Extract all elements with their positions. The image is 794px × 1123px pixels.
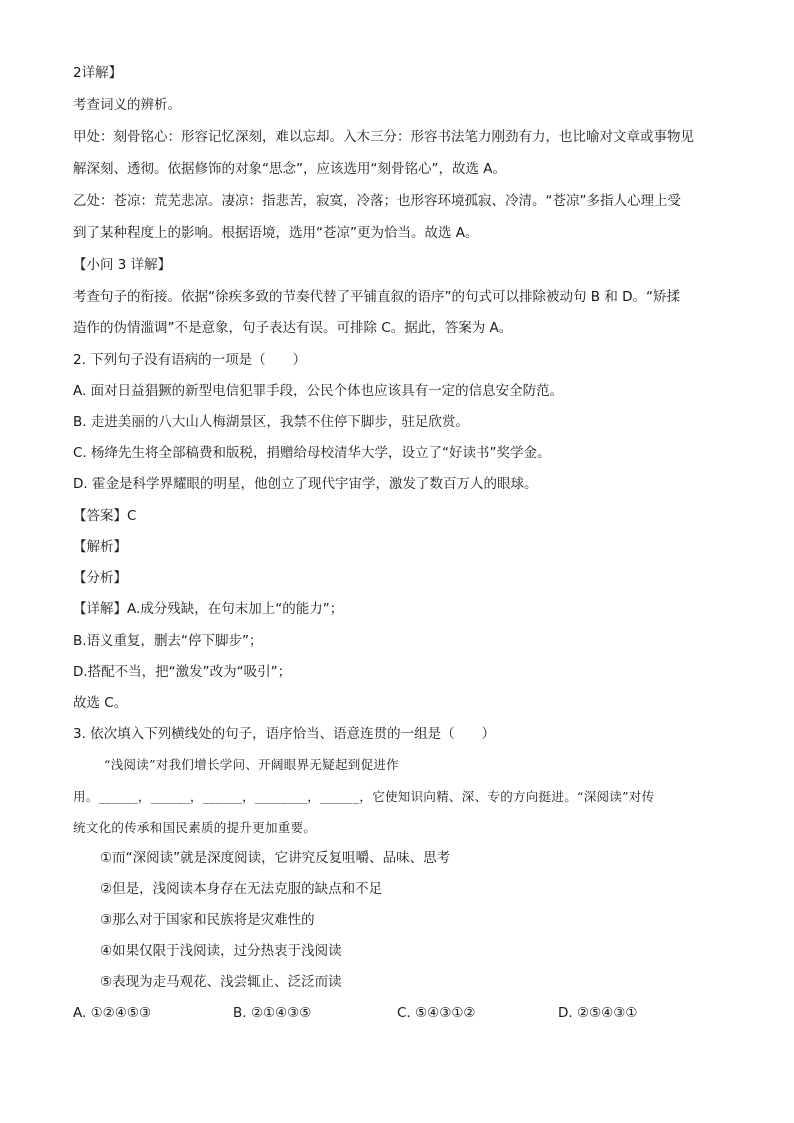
option-line: D. 霍金是科学界耀眼的明星，他创立了现代宇宙学，激发了数百万人的眼球。 xyxy=(73,476,538,492)
passage-line: 用。______，______，______，________，______，它使知识向精、深、专的方向挺进。“深阅读”对传 xyxy=(73,789,655,804)
choice-d: D. ②⑤④③① xyxy=(558,1005,638,1021)
sentence-item: ③那么对于国家和民族将是灾难性的 xyxy=(100,912,315,928)
question-3: 3. 依次填入下列横线处的句子，语序恰当、语意连贯的一组是（ ） xyxy=(73,726,496,742)
sentence-item: ⑤表现为走马观花、浅尝辄止、泛泛而读 xyxy=(100,974,342,990)
sentence-item: ①而“深阅读”就是深度阅读，它讲究反复咀嚼、品味、思考 xyxy=(100,850,451,866)
paragraph-line: 【详解】A.成分残缺，在句末加上“的能力”； xyxy=(73,601,344,617)
paragraph-line: 解深刻、透彻。依据修饰的对象“思念”，应该选用“刻骨铭心”，故选 A。 xyxy=(73,161,507,177)
question-2: 2. 下列句子没有语病的一项是（ ） xyxy=(73,352,307,368)
analysis-label: 【分析】 xyxy=(73,570,127,586)
analysis-label: 【解析】 xyxy=(73,539,127,555)
choice-a: A. ①②④⑤③ xyxy=(73,1005,152,1021)
paragraph-line: D.搭配不当，把“激发”改为“吸引”； xyxy=(73,664,292,680)
choice-b: B. ②①④③⑤ xyxy=(233,1005,312,1021)
option-line: B. 走进美丽的八大山人梅湖景区，我禁不住停下脚步，驻足欣赏。 xyxy=(73,414,469,430)
paragraph-line: 故选 C。 xyxy=(73,695,128,711)
paragraph-line: 考查句子的衔接。依据“徐疾多致的节奏代替了平铺直叙的语序”的句式可以排除被动句 B 和 D。“矫揉 xyxy=(73,289,681,305)
paragraph-line: 考查词义的辨析。 xyxy=(73,97,181,113)
answer-label: 【答案】C xyxy=(73,508,137,524)
passage-line: 统文化的传承和国民素质的提升更加重要。 xyxy=(73,820,317,835)
paragraph-line: 到了某种程度上的影响。根据语境，选用“苍凉”更为恰当。故选 A。 xyxy=(73,225,479,241)
choice-c: C. ⑤④③①② xyxy=(397,1005,476,1021)
option-line: C. 杨绛先生将全部稿费和版税，捐赠给母校清华大学，设立了“好读书”奖学金。 xyxy=(73,445,551,461)
paragraph-line: 乙处：苍凉：荒芜悲凉。凄凉：指悲苦，寂寞，冷落；也形容环境孤寂、冷清。“苍凉”多指人心理上受 xyxy=(73,193,681,209)
paragraph-line: 甲处：刻骨铭心：形容记忆深刻，难以忘却。入木三分：形容书法笔力刚劲有力，也比喻对文章或事物见 xyxy=(73,129,694,145)
paragraph-line: 造作的伪情滥调”不是意象，句子表达有误。可排除 C。据此，答案为 A。 xyxy=(73,320,513,336)
sentence-item: ④如果仅限于浅阅读，过分热衷于浅阅读 xyxy=(100,943,342,959)
section-heading: 【小问 3 详解】 xyxy=(73,257,172,273)
section-heading: 2详解】 xyxy=(73,65,123,81)
option-line: A. 面对日益猖獗的新型电信犯罪手段，公民个体也应该具有一定的信息安全防范。 xyxy=(73,383,564,399)
sentence-item: ②但是，浅阅读本身存在无法克服的缺点和不足 xyxy=(100,881,383,897)
paragraph-line: B.语义重复，删去“停下脚步”； xyxy=(73,633,263,649)
passage-line: “浅阅读”对我们增长学问、开阔眼界无疑起到促进作 xyxy=(104,757,399,772)
